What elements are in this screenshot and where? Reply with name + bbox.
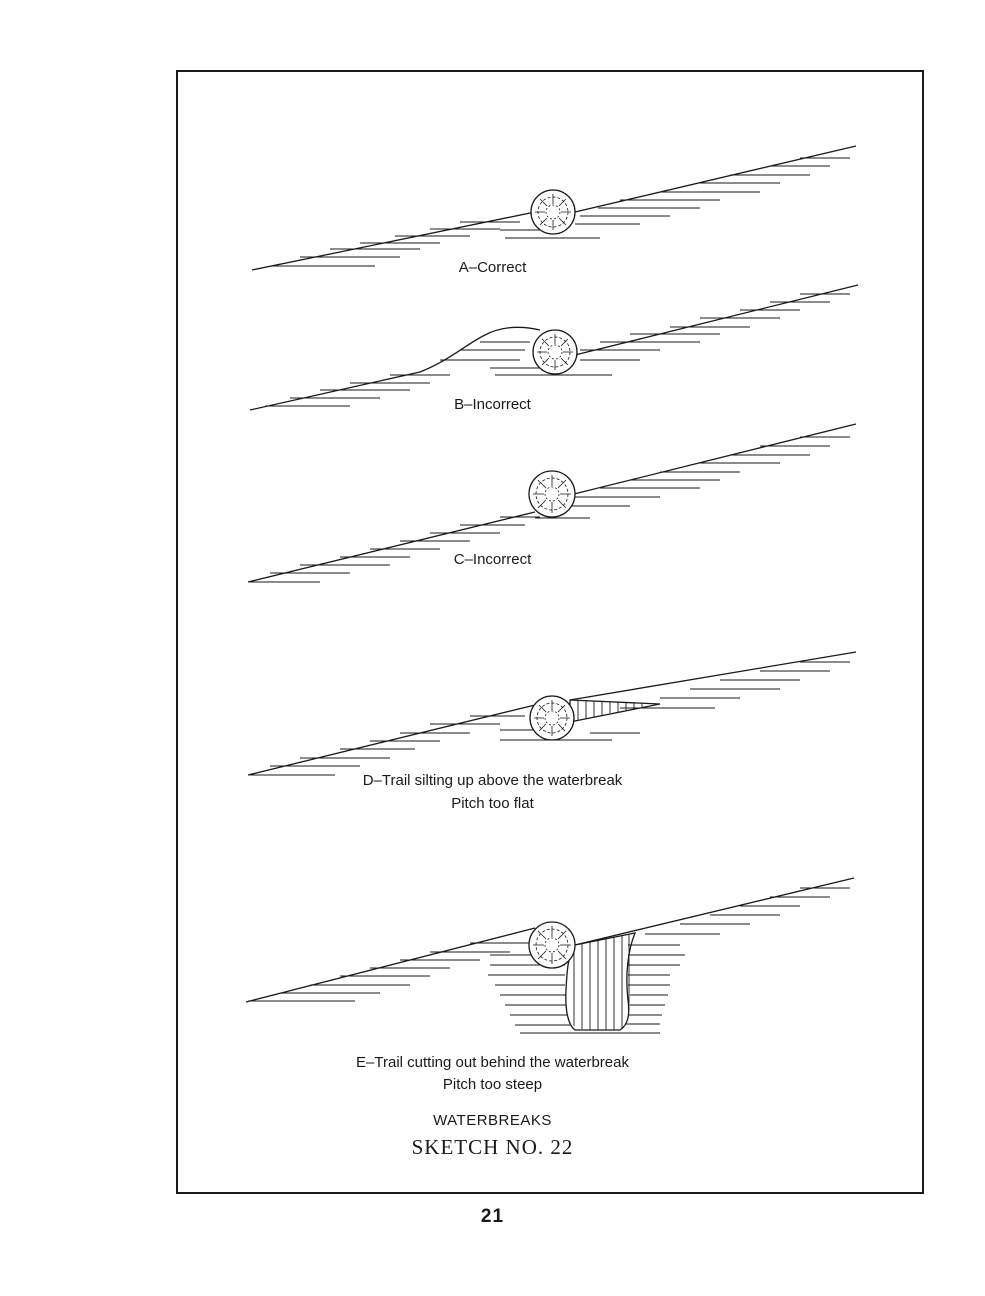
- silt-deposit-d: [570, 700, 660, 722]
- heading: WATERBREAKS: [433, 1112, 552, 1129]
- log-a: [531, 190, 575, 234]
- slope-line-a-right: [575, 146, 856, 212]
- caption-a: A–Correct: [458, 259, 527, 276]
- log-c: [529, 471, 575, 517]
- figure-e-cutting: [246, 878, 854, 1033]
- caption-d-line1: D–Trail silting up above the waterbreak: [362, 772, 623, 789]
- slope-line-c-right: [570, 424, 856, 495]
- caption-c: C–Incorrect: [453, 551, 532, 568]
- slope-line-c-left: [248, 512, 535, 582]
- slope-line-b-right: [575, 285, 858, 355]
- log-b: [533, 330, 577, 374]
- log-d: [530, 696, 574, 740]
- page-number: 21: [480, 1206, 505, 1227]
- gully-cut-e: [566, 933, 635, 1030]
- figure-a-correct: [252, 146, 856, 270]
- figure-d-silting: [248, 652, 856, 775]
- caption-b: B–Incorrect: [454, 396, 531, 413]
- caption-d-line2: Pitch too flat: [451, 795, 534, 812]
- figure-b-incorrect: [250, 285, 858, 410]
- sketch-title: SKETCH NO. 22: [411, 1135, 574, 1159]
- caption-e-line1: E–Trail cutting out behind the waterbreak: [356, 1054, 629, 1071]
- caption-e-line2: Pitch too steep: [442, 1076, 543, 1093]
- log-e: [529, 922, 575, 968]
- slope-line-d-right: [570, 652, 856, 700]
